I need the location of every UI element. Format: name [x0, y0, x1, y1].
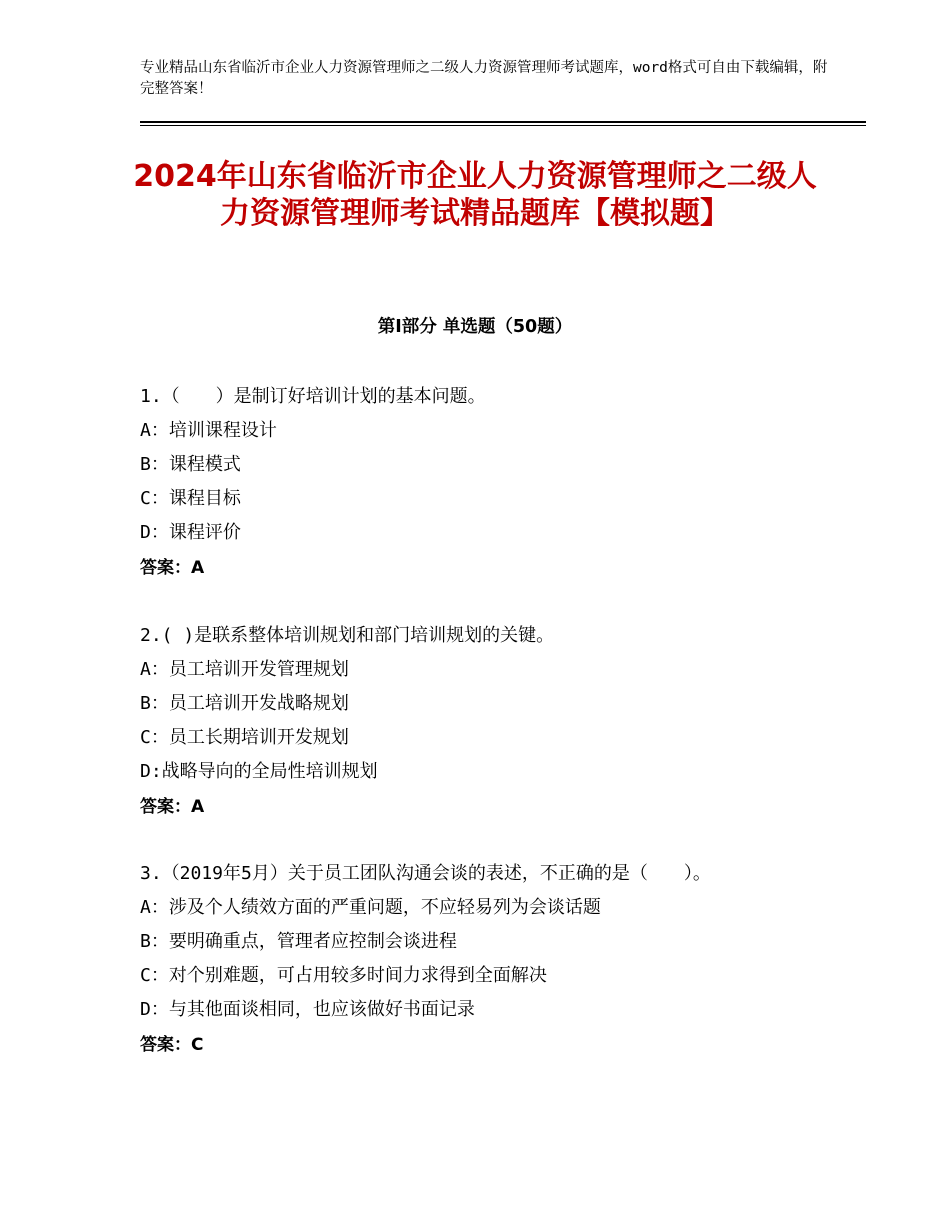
option-d: D：课程评价 [140, 522, 241, 543]
document-title: 2024年山东省临沂市企业人力资源管理师之二级人力资源管理师考试精品题库【模拟题】 [133, 159, 817, 231]
option-a: A：员工培训开发管理规划 [140, 659, 349, 680]
question-2 [140, 619, 880, 825]
option-a: A：涉及个人绩效方面的严重问题，不应轻易列为会谈话题 [140, 897, 601, 918]
option-c: C：课程目标 [140, 488, 241, 509]
option-c: C：对个别难题，可占用较多时间力求得到全面解决 [140, 965, 547, 986]
section-heading: 第Ⅰ部分 单选题（50题） [377, 317, 573, 337]
question-stem: 1.（ ）是制订好培训计划的基本问题。 [140, 386, 486, 407]
question-3 [140, 857, 740, 1063]
option-a: A：培训课程设计 [140, 420, 277, 441]
option-b: B：员工培训开发战略规划 [140, 693, 349, 714]
answer: 答案：A [140, 797, 205, 817]
option-b: B：课程模式 [140, 454, 241, 475]
option-b: B：要明确重点，管理者应控制会谈进程 [140, 931, 457, 952]
header-rule-thin [140, 125, 866, 126]
answer: 答案：C [140, 1035, 204, 1055]
option-c: C：员工长期培训开发规划 [140, 727, 349, 748]
question-stem: 2.( )是联系整体培训规划和部门培训规划的关键。 [140, 625, 555, 646]
option-d: D：与其他面谈相同，也应该做好书面记录 [140, 999, 475, 1020]
answer: 答案：A [140, 558, 205, 578]
header-rule-thick [140, 121, 866, 123]
header-note: 专业精品山东省临沂市企业人力资源管理师之二级人力资源管理师考试题库，word格式可自由下载编辑，附完整答案！ [140, 60, 828, 97]
question-1 [140, 380, 880, 586]
question-stem: 3.（2019年5月）关于员工团队沟通会谈的表述，不正确的是（ ）。 [140, 863, 711, 884]
option-d: D:战略导向的全局性培训规划 [140, 761, 378, 782]
